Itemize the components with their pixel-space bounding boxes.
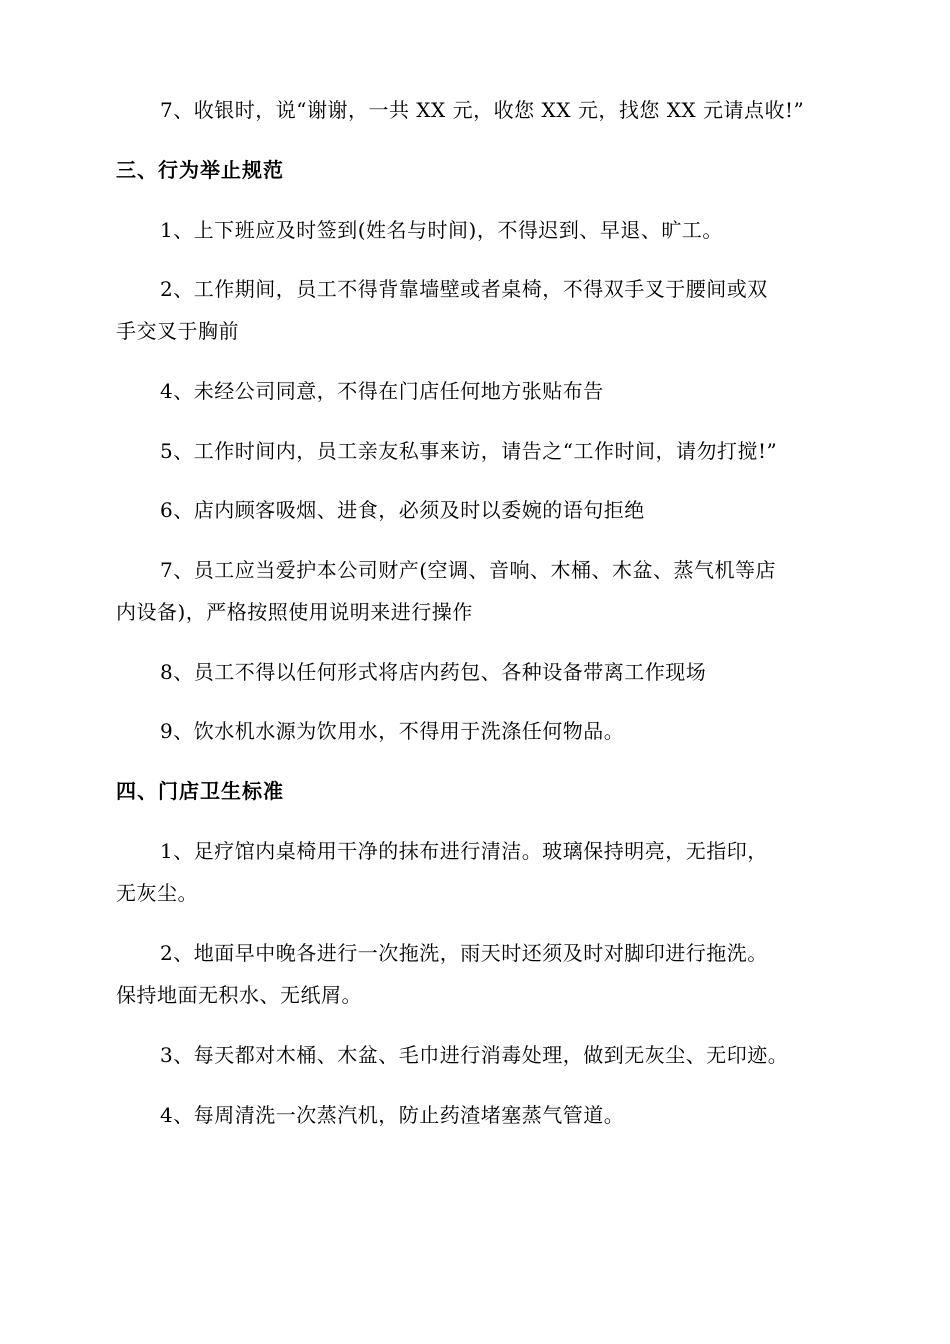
cashier-rule-item-7: 7、收银时，说“谢谢，一共 XX 元，收您 XX 元，找您 XX 元请点收!” [160,98,805,122]
conduct-item-7-line-2: 内设备)，严格按照使用说明来进行操作 [116,600,473,624]
conduct-item-8: 8、员工不得以任何形式将店内药包、各种设备带离工作现场 [160,660,707,684]
conduct-item-9: 9、饮水机水源为饮用水，不得用于洗涤任何物品。 [160,719,625,743]
conduct-item-6: 6、店内顾客吸烟、进食，必须及时以委婉的语句拒绝 [160,498,645,522]
conduct-item-2-line-2: 手交叉于胸前 [116,319,239,343]
conduct-item-5: 5、工作时间内，员工亲友私事来访，请告之“工作时间，请勿打搅!” [160,439,778,463]
section-heading-hygiene: 四、门店卫生标准 [116,779,284,803]
hygiene-item-2-line-1: 2、地面早中晚各进行一次拖洗，雨天时还须及时对脚印进行拖洗。 [160,941,768,965]
hygiene-item-2-line-2: 保持地面无积水、无纸屑。 [116,983,362,1007]
conduct-item-1: 1、上下班应及时签到(姓名与时间)，不得迟到、早退、旷工。 [160,218,723,242]
hygiene-item-1-line-2: 无灰尘。 [116,881,198,905]
hygiene-item-4: 4、每周清洗一次蒸汽机，防止药渣堵塞蒸气管道。 [160,1103,625,1127]
section-heading-conduct: 三、行为举止规范 [116,158,284,182]
hygiene-item-3: 3、每天都对木桶、木盆、毛巾进行消毒处理，做到无灰尘、无印迹。 [160,1043,789,1067]
hygiene-item-1-line-1: 1、足疗馆内桌椅用干净的抹布进行清洁。玻璃保持明亮，无指印， [160,839,768,863]
conduct-item-7-line-1: 7、员工应当爱护本公司财产(空调、音响、木桶、木盆、蒸气机等店 [160,558,777,582]
conduct-item-4: 4、未经公司同意，不得在门店任何地方张贴布告 [160,379,604,403]
conduct-item-2-line-1: 2、工作期间，员工不得背靠墙壁或者桌椅，不得双手叉于腰间或双 [160,277,768,301]
